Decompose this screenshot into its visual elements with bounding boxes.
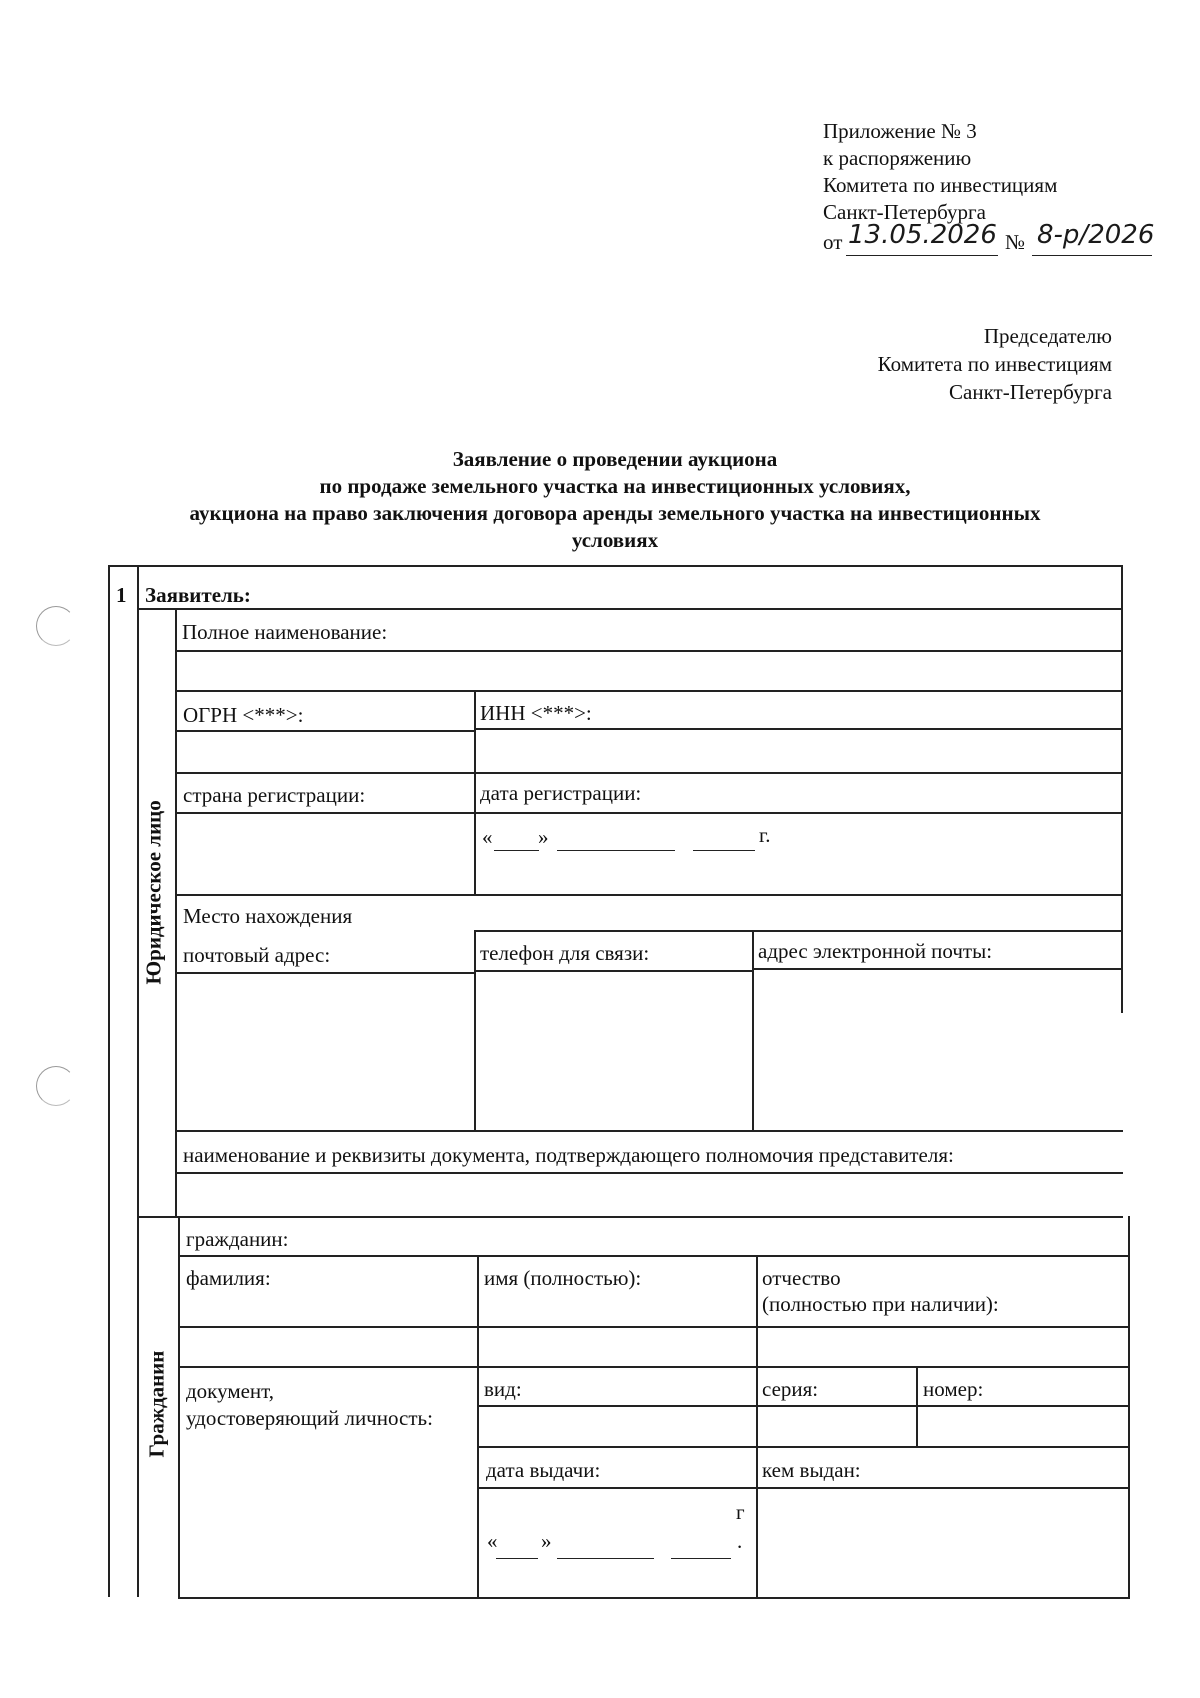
issue-year-blank bbox=[671, 1558, 731, 1559]
reg-date-close-quote: » bbox=[538, 825, 549, 849]
email-field[interactable] bbox=[754, 970, 1120, 1128]
appendix-line-4: Санкт-Петербурга bbox=[823, 200, 986, 224]
row-number: 1 bbox=[116, 583, 127, 607]
rep-doc-field[interactable] bbox=[177, 1174, 1120, 1214]
handwritten-date: 13.05.2026 bbox=[848, 220, 997, 250]
reg-date-year-suffix: г. bbox=[759, 823, 771, 847]
phone-label: телефон для связи: bbox=[480, 941, 650, 965]
date-prefix: от bbox=[823, 230, 843, 254]
applicant-label: Заявитель: bbox=[145, 583, 251, 607]
doc-number-field[interactable] bbox=[918, 1407, 1126, 1444]
issued-by-label: кем выдан: bbox=[762, 1458, 861, 1482]
title-line-2: по продаже земельного участка на инвестиционных условиях, bbox=[319, 474, 911, 498]
title-line-1: Заявление о проведении аукциона bbox=[452, 447, 778, 471]
citizen-vertical-label: Гражданин bbox=[144, 1350, 169, 1458]
title-line-3: аукциона на право заключения договора аренды земельного участка на инвестиционных bbox=[189, 501, 1041, 525]
reg-year-blank bbox=[693, 850, 755, 851]
addressee-line-1: Председателю bbox=[983, 324, 1112, 348]
rep-doc-label: наименование и реквизиты документа, подтверждающего полномочия представителя: bbox=[183, 1143, 954, 1167]
ogrn-label: ОГРН <***>: bbox=[183, 703, 304, 727]
citizen-label: гражданин: bbox=[186, 1227, 289, 1251]
inn-label: ИНН <***>: bbox=[480, 701, 592, 725]
issue-date-open-quote: « bbox=[487, 1529, 498, 1553]
addressee-line-3: Санкт-Петербурга bbox=[949, 380, 1112, 404]
country-field[interactable] bbox=[177, 814, 472, 892]
phone-field[interactable] bbox=[476, 972, 750, 1128]
country-label: страна регистрации: bbox=[183, 783, 366, 807]
patronymic-field[interactable] bbox=[758, 1328, 1126, 1364]
reg-day-blank bbox=[494, 850, 539, 851]
issue-date-year-dot: . bbox=[737, 1529, 743, 1553]
postal-address-label: почтовый адрес: bbox=[183, 943, 331, 967]
reg-month-blank bbox=[557, 850, 675, 851]
appendix-line-1: Приложение № 3 bbox=[823, 119, 977, 143]
doc-series-label: серия: bbox=[762, 1377, 819, 1401]
doc-kind-label: вид: bbox=[484, 1377, 522, 1401]
full-name-field[interactable] bbox=[177, 652, 1120, 688]
appendix-line-2: к распоряжению bbox=[823, 146, 972, 170]
doc-number-label: номер: bbox=[923, 1377, 984, 1401]
punch-hole-top bbox=[36, 606, 76, 646]
location-label: Место нахождения bbox=[183, 904, 353, 928]
legal-entity-vertical-label: Юридическое лицо bbox=[141, 800, 166, 985]
handwritten-number: 8-р/2026 bbox=[1037, 220, 1155, 250]
date-underline bbox=[846, 255, 998, 256]
id-doc-label-2: удостоверяющий личность: bbox=[186, 1406, 433, 1430]
reg-date-open-quote: « bbox=[482, 825, 493, 849]
name-label: имя (полностью): bbox=[484, 1266, 642, 1290]
full-name-label: Полное наименование: bbox=[182, 620, 388, 644]
issue-month-blank bbox=[557, 1558, 654, 1559]
inn-field[interactable] bbox=[476, 730, 1120, 770]
doc-series-field[interactable] bbox=[758, 1407, 914, 1444]
doc-kind-field[interactable] bbox=[479, 1407, 754, 1444]
appendix-line-3: Комитета по инвестициям bbox=[823, 173, 1058, 197]
addressee-line-2: Комитета по инвестициям bbox=[877, 352, 1112, 376]
title-line-4: условиях bbox=[571, 528, 659, 552]
punch-hole-bottom bbox=[36, 1066, 76, 1106]
issue-date-label: дата выдачи: bbox=[486, 1458, 601, 1482]
patronymic-label-2: (полностью при наличии): bbox=[762, 1292, 999, 1316]
surname-label: фамилия: bbox=[186, 1266, 271, 1290]
postal-address-field[interactable] bbox=[177, 974, 472, 1128]
issue-date-year-g: г bbox=[736, 1500, 745, 1524]
issued-by-field[interactable] bbox=[758, 1489, 1126, 1595]
email-label: адрес электронной почты: bbox=[758, 939, 993, 963]
reg-date-label: дата регистрации: bbox=[480, 781, 642, 805]
issue-day-blank bbox=[496, 1558, 538, 1559]
issue-date-close-quote: » bbox=[541, 1529, 552, 1553]
patronymic-label-1: отчество bbox=[762, 1266, 841, 1290]
number-prefix: № bbox=[1005, 230, 1026, 254]
id-doc-label-1: документ, bbox=[186, 1379, 275, 1403]
issue-date-field[interactable] bbox=[479, 1489, 754, 1595]
name-field[interactable] bbox=[479, 1328, 754, 1364]
ogrn-field[interactable] bbox=[177, 732, 472, 770]
reg-date-field[interactable] bbox=[476, 814, 1120, 892]
number-underline bbox=[1032, 255, 1152, 256]
surname-field[interactable] bbox=[180, 1328, 475, 1364]
